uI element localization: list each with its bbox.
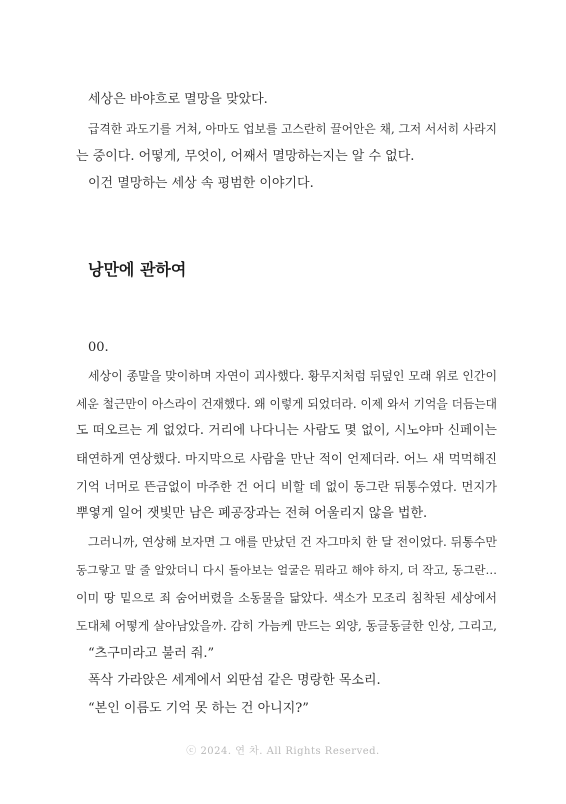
body-line-8: 동그랗고 말 줄 알았더니 다시 돌아보는 얼굴은 뭐라고 해야 하지, 더 작고, 동그란… [76,563,497,577]
chapter-title: 낭만에 관하여 [88,260,187,279]
intro-paragraph-2-line-1: 급격한 과도기를 거쳐, 아마도 업보를 고스란히 끌어안은 채, 그저 서서히 사라지 [88,122,497,136]
dialogue-line-2: “본인 이름도 기억 못 하는 건 아니지?” [88,701,309,716]
intro-paragraph-2-line-2: 는 중이다. 어떻게, 무엇이, 어째서 멸망하는지는 알 수 없다. [76,149,415,164]
body-line-4: 태연하게 연상했다. 마지막으로 사람을 만난 적이 언제더라. 어느 새 먹먹해진 [76,451,497,466]
intro-paragraph-3: 이건 멸망하는 세상 속 평범한 이야기다. [88,176,314,191]
dialogue-line-1: “츠구미라고 불러 줘.” [88,646,215,661]
section-number: 00. [88,340,109,355]
body-line-1: 세상이 종말을 맞이하며 자연이 괴사했다. 황무지처럼 뒤덮인 모래 위로 인간이 [88,369,497,383]
intro-paragraph-1: 세상은 바야흐로 멸망을 맞았다. [88,92,268,107]
body-line-3: 도 떠오르는 게 없었다. 거리에 나다니는 사람도 몇 없이, 시노야마 신페이는 [76,423,497,438]
copyright-footer: ⓒ 2024. 연 차. All Rights Reserved. [186,746,380,757]
body-line-5: 기억 너머로 뜬금없이 마주한 건 어디 비할 데 없이 동그란 뒤통수였다. 먼지가 [76,480,497,494]
body-line-12: 폭삭 가라앉은 세계에서 외딴섬 같은 명랑한 목소리. [88,673,381,688]
body-line-10: 도대체 어떻게 살아남았을까. 감히 가늠케 만드는 외양, 동글동글한 인상, 그리고, [76,619,497,633]
body-line-7: 그러니까, 연상해 보자면 그 애를 만났던 건 자그마치 한 달 전이었다. 뒤통수만 [88,535,497,549]
body-line-9: 이미 땅 밑으로 죄 숨어버렸을 소동물을 닮았다. 색소가 모조리 침착된 세상에서 [76,591,497,605]
body-line-6: 뿌옇게 일어 잿빛만 남은 폐공장과는 전혀 어울리지 않을 법한. [76,506,428,521]
body-line-2: 세운 철근만이 아스라이 건재했다. 왜 이렇게 되었더라. 이제 와서 기억을 더듬는대 [76,397,497,411]
